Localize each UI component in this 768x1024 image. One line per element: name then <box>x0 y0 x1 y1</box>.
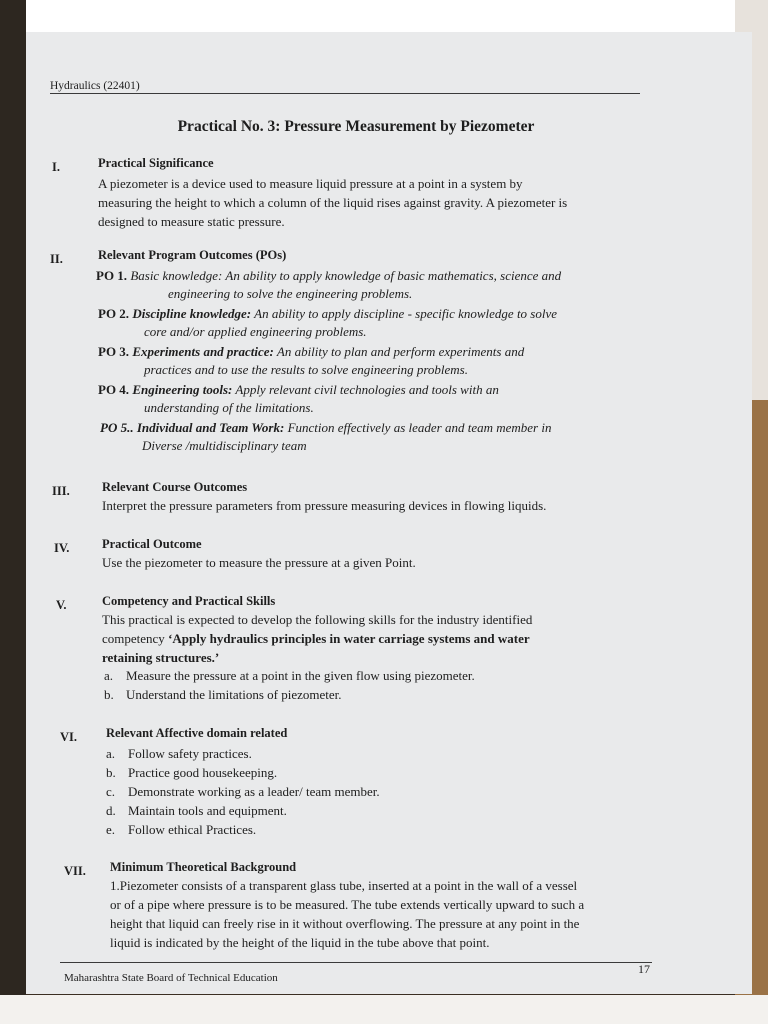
list-text: Understand the limitations of piezometer. <box>126 687 342 702</box>
paragraph-line <box>102 631 530 647</box>
po-continuation: understanding of the limitations. <box>144 400 314 415</box>
po-text: Function effectively as leader and team member in <box>284 420 552 435</box>
background-bottom <box>0 995 768 1024</box>
list-item <box>106 765 277 781</box>
section-heading: Relevant Program Outcomes (POs) <box>98 248 287 262</box>
list-text: Demonstrate working as a leader/ team member. <box>128 784 380 799</box>
paragraph-line: height that liquid can freely rise in it without overflowing. The pressure at any point in the <box>110 916 580 931</box>
section-number: III. <box>52 484 70 498</box>
header-rule <box>50 93 640 94</box>
list-item <box>106 784 380 800</box>
list-text: Maintain tools and equipment. <box>128 803 287 818</box>
paragraph-line: A piezometer is a device used to measure liquid pressure at a point in a system by <box>98 176 523 191</box>
paragraph-line: Interpret the pressure parameters from pressure measuring devices in flowing liquids. <box>102 498 547 513</box>
section-heading: Relevant Course Outcomes <box>102 480 248 494</box>
section-heading: Minimum Theoretical Background <box>110 860 297 874</box>
section-number: V. <box>56 598 67 612</box>
po-item <box>98 344 524 360</box>
list-item <box>104 668 475 684</box>
paragraph-line: or of a pipe where pressure is to be measured. The tube extends vertically upward to such a <box>110 897 585 912</box>
background-left <box>0 0 26 1024</box>
list-marker: a. <box>104 668 114 683</box>
list-item <box>104 687 342 703</box>
list-item <box>106 822 256 838</box>
course-header: Hydraulics (22401) <box>50 80 140 92</box>
po-label: PO 4. <box>98 382 130 397</box>
practical-title: Practical No. 3: Pressure Measurement by Piezometer <box>177 118 535 135</box>
po-label: PO 1. <box>96 268 128 283</box>
po-label: PO 3. <box>98 344 130 359</box>
document-page <box>26 32 752 994</box>
list-marker: a. <box>106 746 116 761</box>
po-title: Individual and Team Work: <box>136 420 285 435</box>
section-number: IV. <box>54 541 70 555</box>
list-text: Follow ethical Practices. <box>128 822 257 837</box>
section-number: II. <box>50 252 63 266</box>
paragraph-line: measuring the height to which a column of the liquid rises against gravity. A piezometer is <box>98 195 568 210</box>
po-item <box>98 306 557 322</box>
section-number: VII. <box>64 864 86 878</box>
section-number: I. <box>52 160 60 174</box>
competency-lead: competency <box>102 631 169 646</box>
po-title: Discipline knowledge: <box>132 306 252 321</box>
po-text: Basic knowledge: An ability to apply knowledge of basic mathematics, science and <box>130 268 562 283</box>
po-continuation: Diverse /multidisciplinary team <box>142 438 307 453</box>
list-marker: c. <box>106 784 116 799</box>
list-marker: e. <box>106 822 116 837</box>
section-heading: Relevant Affective domain related <box>106 726 288 740</box>
list-text: Measure the pressure at a point in the given flow using piezometer. <box>126 668 475 683</box>
footer-board: Maharashtra State Board of Technical Education <box>64 972 278 984</box>
section-heading: Practical Outcome <box>102 537 202 551</box>
po-continuation: practices and to use the results to solve engineering problems. <box>144 362 468 377</box>
page-number: 17 <box>638 962 650 976</box>
po-title: Experiments and practice: <box>132 344 274 359</box>
section-heading: Competency and Practical Skills <box>102 594 276 608</box>
competency-statement: ‘Apply hydraulics principles in water carriage systems and water <box>168 631 530 646</box>
po-text: An ability to plan and perform experiments and <box>273 344 525 359</box>
section-number: VI. <box>60 730 78 744</box>
list-item <box>106 746 252 762</box>
competency-statement-end: retaining structures.’ <box>102 650 220 665</box>
list-marker: b. <box>106 765 116 780</box>
footer-rule <box>60 962 652 963</box>
po-item <box>96 268 561 284</box>
paragraph-line: Use the piezometer to measure the pressure at a given Point. <box>102 555 416 570</box>
list-text: Follow safety practices. <box>128 746 252 761</box>
po-continuation: core and/or applied engineering problems. <box>144 324 367 339</box>
paragraph-line: liquid is indicated by the height of the liquid in the tube above that point. <box>110 935 490 950</box>
list-item <box>106 803 287 819</box>
section-heading: Practical Significance <box>98 156 214 170</box>
paragraph-line: This practical is expected to develop the following skills for the industry identified <box>102 612 533 627</box>
po-label: PO 5.. <box>100 420 134 435</box>
po-item <box>98 382 499 398</box>
po-label: PO 2. <box>98 306 130 321</box>
po-title: Engineering tools: <box>132 382 233 397</box>
po-text: An ability to apply discipline - specific knowledge to solve <box>251 306 558 321</box>
list-marker: b. <box>104 687 114 702</box>
po-text: Apply relevant civil technologies and tools with an <box>232 382 499 397</box>
paragraph-line: 1.Piezometer consists of a transparent glass tube, inserted at a point in the wall of a vessel <box>110 878 578 893</box>
po-item <box>100 420 551 436</box>
background-top <box>0 0 768 32</box>
list-marker: d. <box>106 803 116 818</box>
po-continuation: engineering to solve the engineering problems. <box>168 286 413 301</box>
list-text: Practice good housekeeping. <box>128 765 278 780</box>
paragraph-line: designed to measure static pressure. <box>98 214 285 229</box>
